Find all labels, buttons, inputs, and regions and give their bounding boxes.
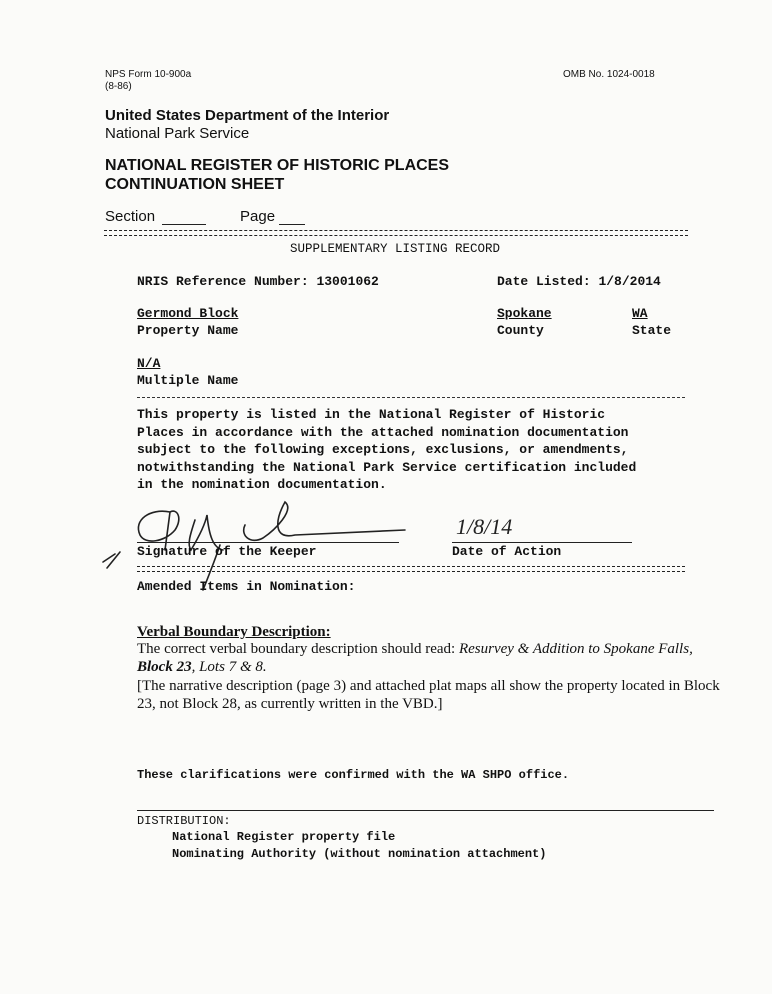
county-value: Spokane <box>497 306 552 321</box>
page-blank <box>279 224 305 225</box>
state-label: State <box>632 323 672 338</box>
vbd-lots: , Lots 7 & 8. <box>191 659 267 675</box>
paragraph-line: subject to the following exceptions, exclusions, or amendments, <box>137 442 629 457</box>
listing-paragraph <box>137 406 636 494</box>
action-date-handwritten: 1/8/14 <box>456 514 513 539</box>
continuation-title: CONTINUATION SHEET <box>105 176 285 193</box>
paragraph-line: in the nomination documentation. <box>137 477 387 492</box>
action-date-line <box>452 542 632 543</box>
section-blank <box>162 224 206 225</box>
clarification-note: These clarifications were confirmed with the WA SHPO office. <box>137 768 570 782</box>
multiple-value: N/A <box>137 356 161 371</box>
distribution-label: DISTRIBUTION: <box>137 814 231 828</box>
paragraph-line: This property is listed in the National Register of Historic <box>137 407 606 422</box>
record-title: SUPPLEMENTARY LISTING RECORD <box>290 242 501 256</box>
vbd-note-2: 23, not Block 28, as currently written in the VBD.] <box>137 696 443 712</box>
distribution-item: Nominating Authority (without nomination attachment) <box>172 847 547 861</box>
date-listed-label: Date Listed: <box>497 274 591 289</box>
county-label: County <box>497 323 544 338</box>
state-value: WA <box>632 306 648 321</box>
date-listed-value: 1/8/2014 <box>598 274 661 289</box>
nris-value: 13001062 <box>316 274 379 289</box>
form-date: (8-86) <box>105 81 132 92</box>
page-label: Page <box>240 208 276 225</box>
vbd-block: Block 23 <box>137 659 192 675</box>
signature-line <box>137 542 399 543</box>
paragraph-line: notwithstanding the National Park Service certification included <box>137 459 637 475</box>
vbd-line-2 <box>137 659 267 676</box>
department-name: United States Department of the Interior <box>105 107 390 124</box>
property-name: Germond Block <box>137 306 239 321</box>
omb-number: OMB No. 1024-0018 <box>563 69 655 80</box>
double-rule <box>104 230 688 236</box>
multiple-label: Multiple Name <box>137 373 239 388</box>
paragraph-line: Places in accordance with the attached nomination documentation <box>137 424 629 440</box>
amended-label: Amended Items in Nomination: <box>137 579 356 594</box>
register-title: NATIONAL REGISTER OF HISTORIC PLACES <box>105 157 450 174</box>
vbd-location: Resurvey & Addition to Spokane Falls, <box>458 641 693 657</box>
section-label: Section <box>105 208 156 225</box>
distribution-rule <box>137 810 714 811</box>
dashed-rule <box>137 397 685 398</box>
nris-label: NRIS Reference Number: <box>137 274 309 289</box>
vbd-note-1: [The narrative description (page 3) and attached plat maps all show the property located in Block <box>137 678 720 694</box>
vbd-text: The correct verbal boundary description should read: <box>137 641 459 657</box>
service-name: National Park Service <box>105 125 250 142</box>
vbd-heading: Verbal Boundary Description: <box>137 624 331 640</box>
signature-label: Signature of the Keeper <box>137 544 317 559</box>
form-number: NPS Form 10-900a <box>105 69 192 80</box>
vbd-line-1 <box>137 641 693 658</box>
action-date-label: Date of Action <box>452 544 562 559</box>
property-name-label: Property Name <box>137 323 239 338</box>
double-rule-2 <box>137 566 685 572</box>
distribution-item: National Register property file <box>172 830 396 844</box>
